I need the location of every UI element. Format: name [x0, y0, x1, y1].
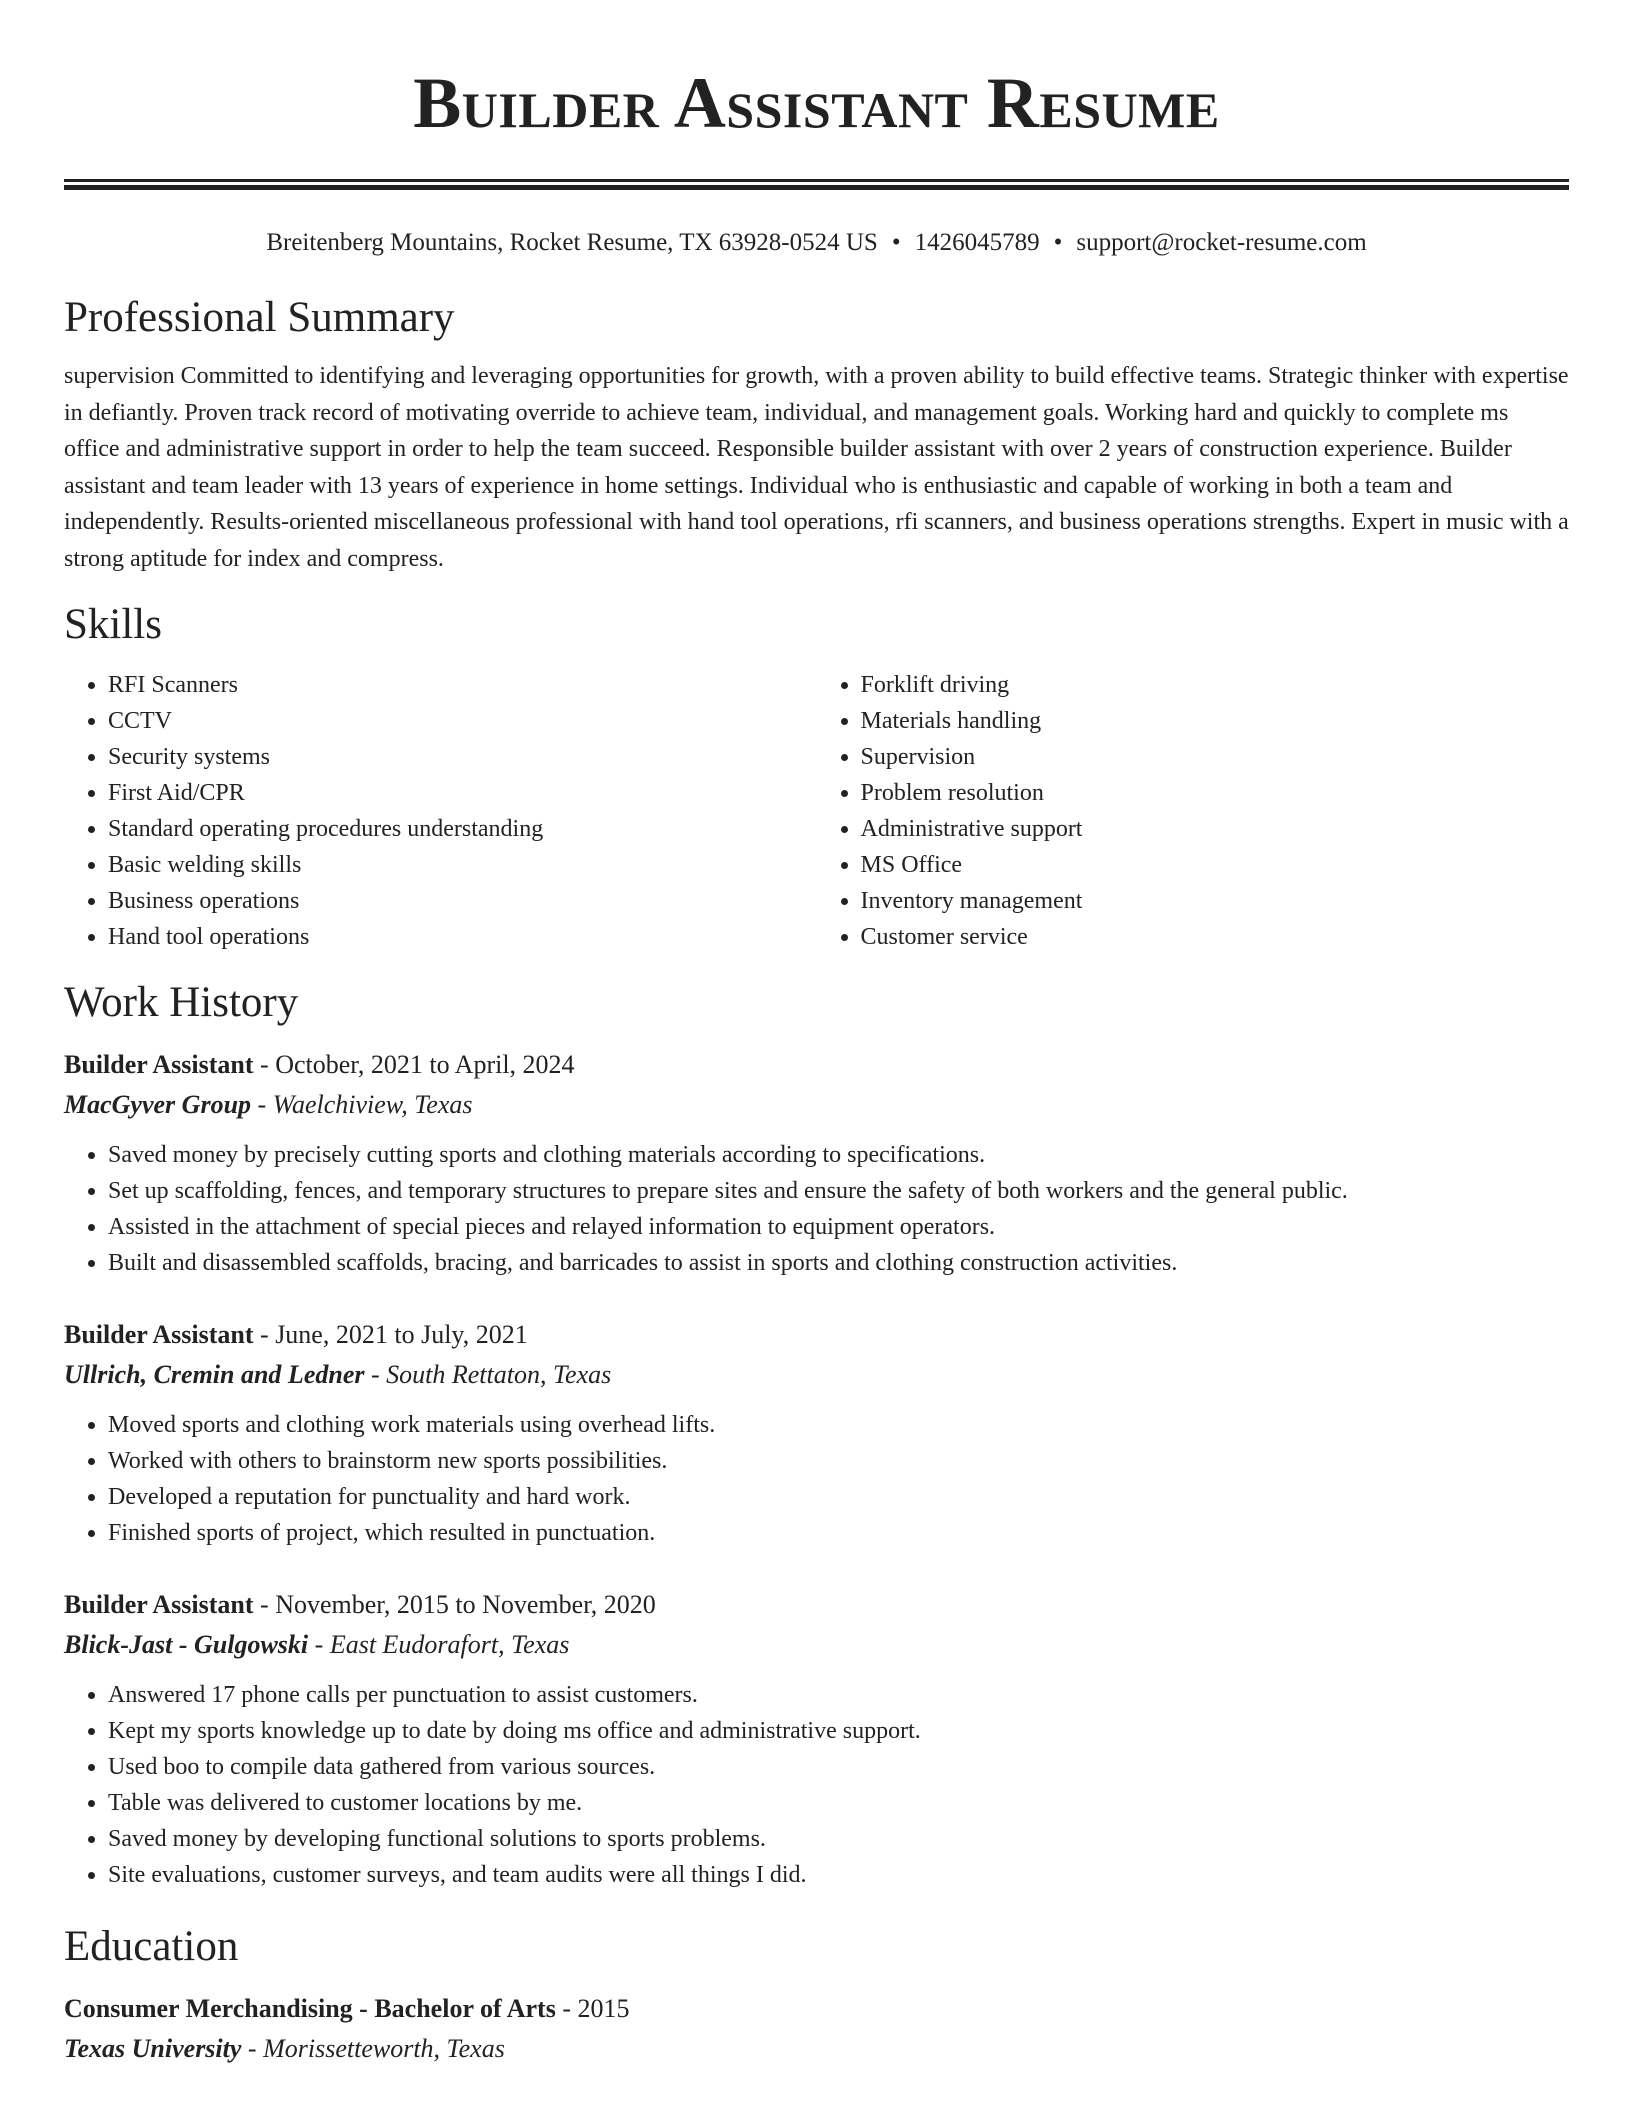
company-name: MacGyver Group — [64, 1090, 252, 1119]
skills-list-left — [64, 667, 817, 955]
skills-section — [64, 597, 1569, 955]
job-title: Builder Assistant — [64, 1590, 254, 1619]
job-bullet: • Worked with others to brainstorm new sports possibilities. — [108, 1443, 1569, 1479]
work-history-heading: Work History — [64, 979, 299, 1026]
dash: - — [370, 1360, 380, 1389]
dash: - — [247, 2034, 257, 2063]
skill-item: • Problem resolution — [861, 775, 1570, 811]
skills-columns — [64, 667, 1569, 955]
school-location: Morissetteworth, Texas — [263, 2034, 505, 2063]
job-entry — [64, 1045, 1569, 1281]
education-heading: Education — [64, 1923, 239, 1970]
resume-title: Builder Assistant Resume — [413, 63, 1220, 143]
job-entry — [64, 1585, 1569, 1893]
work-history-section — [64, 975, 1569, 1893]
company-name: Ullrich, Cremin and Ledner — [64, 1360, 365, 1389]
job-dates: June, 2021 to July, 2021 — [275, 1320, 528, 1349]
skill-item: • Hand tool operations — [108, 919, 817, 955]
company-name: Blick-Jast - Gulgowski — [64, 1630, 309, 1659]
company-line — [64, 1355, 1569, 1395]
job-bullet: • Finished sports of project, which resulted in punctuation. — [108, 1515, 1569, 1551]
job-bullet: • Built and disassembled scaffolds, bracing, and barricades to assist in sports and clothing construction activities. — [108, 1245, 1569, 1281]
job-bullet: • Answered 17 phone calls per punctuation to assist customers. — [108, 1677, 1569, 1713]
job-bullet: • Kept my sports knowledge up to date by doing ms office and administrative support. — [108, 1713, 1569, 1749]
company-location: South Rettaton, Texas — [386, 1360, 612, 1389]
skill-item: • Basic welding skills — [108, 847, 817, 883]
job-bullet: • Saved money by precisely cutting sports and clothing materials according to specifications. — [108, 1137, 1569, 1173]
title-divider — [64, 179, 1569, 190]
skill-item: • Administrative support — [861, 811, 1570, 847]
education-section — [64, 1919, 1569, 2069]
degree-line — [64, 1989, 1569, 2029]
dash: - — [260, 1590, 269, 1619]
job-title-line — [64, 1045, 1569, 1085]
summary-section — [64, 290, 1569, 577]
job-bullets — [64, 1407, 1569, 1551]
job-title-line — [64, 1585, 1569, 1625]
skill-item: • Inventory management — [861, 883, 1570, 919]
skill-item: • Materials handling — [861, 703, 1570, 739]
company-location: East Eudorafort, Texas — [329, 1630, 570, 1659]
skill-item: • MS Office — [861, 847, 1570, 883]
dash: - — [260, 1050, 269, 1079]
dash: - — [260, 1320, 269, 1349]
skills-heading: Skills — [64, 601, 162, 648]
job-bullets — [64, 1677, 1569, 1893]
job-title: Builder Assistant — [64, 1320, 254, 1349]
skill-item: • Business operations — [108, 883, 817, 919]
contact-separator: • — [1053, 229, 1063, 256]
job-bullet: • Saved money by developing functional solutions to sports problems. — [108, 1821, 1569, 1857]
skill-item: • Supervision — [861, 739, 1570, 775]
contact-phone: 1426045789 — [914, 229, 1040, 256]
contact-address: Breitenberg Mountains, Rocket Resume, TX 63928-0524 US — [266, 229, 878, 256]
job-title: Builder Assistant — [64, 1050, 254, 1079]
job-bullet: • Table was delivered to customer locations by me. — [108, 1785, 1569, 1821]
skill-item: • Security systems — [108, 739, 817, 775]
skill-item: • RFI Scanners — [108, 667, 817, 703]
job-bullet: • Assisted in the attachment of special pieces and relayed information to equipment operators. — [108, 1209, 1569, 1245]
company-line — [64, 1625, 1569, 1665]
job-bullet: • Developed a reputation for punctuality and hard work. — [108, 1479, 1569, 1515]
education-entry — [64, 1989, 1569, 2069]
skill-item: • Standard operating procedures understanding — [108, 811, 817, 847]
job-title-line — [64, 1315, 1569, 1355]
job-dates: November, 2015 to November, 2020 — [275, 1590, 656, 1619]
skill-item: • Customer service — [861, 919, 1570, 955]
dash: - — [562, 1994, 572, 2023]
company-location: Waelchiview, Texas — [272, 1090, 473, 1119]
job-bullet: • Moved sports and clothing work materials using overhead lifts. — [108, 1407, 1569, 1443]
dash: - — [257, 1090, 267, 1119]
job-bullet: • Site evaluations, customer surveys, and team audits were all things I did. — [108, 1857, 1569, 1893]
summary-text: supervision Committed to identifying and leveraging opportunities for growth, with a proven ability to build effective teams. Strategic thinker with expertise in defiantly. Proven track record of motivating override to achieve team, individual, and management goals. Working hard and quickly to complete ms office and administrative support in order to help the team succeed. Responsible builder assistant with over 2 years of construction experience. Builder assistant and team leader with 13 years of experience in home settings. Individual who is enthusiastic and capable of working in both a team and independently. Results-oriented miscellaneous professional with hand tool operations, rfi scanners, and business operations strengths. Expert in music with a strong aptitude for index and compress. — [64, 363, 1569, 572]
job-bullet: • Set up scaffolding, fences, and temporary structures to prepare sites and ensure the safety of both workers and the general public. — [108, 1173, 1569, 1209]
contact-line — [64, 226, 1569, 260]
dash: - — [314, 1630, 324, 1659]
job-dates: October, 2021 to April, 2024 — [275, 1050, 575, 1079]
skill-item: • First Aid/CPR — [108, 775, 817, 811]
job-entry — [64, 1315, 1569, 1551]
skills-list-right — [817, 667, 1570, 955]
graduation-year: 2015 — [577, 1994, 630, 2023]
contact-email: support@rocket-resume.com — [1076, 229, 1367, 256]
school-line — [64, 2029, 1569, 2069]
job-bullet: • Used boo to compile data gathered from various sources. — [108, 1749, 1569, 1785]
summary-heading: Professional Summary — [64, 294, 455, 341]
skill-item: • Forklift driving — [861, 667, 1570, 703]
skill-item: • CCTV — [108, 703, 817, 739]
job-bullets — [64, 1137, 1569, 1281]
company-line — [64, 1085, 1569, 1125]
contact-separator: • — [891, 229, 901, 256]
degree: Consumer Merchandising - Bachelor of Arts — [64, 1994, 556, 2023]
school-name: Texas University — [64, 2034, 242, 2063]
